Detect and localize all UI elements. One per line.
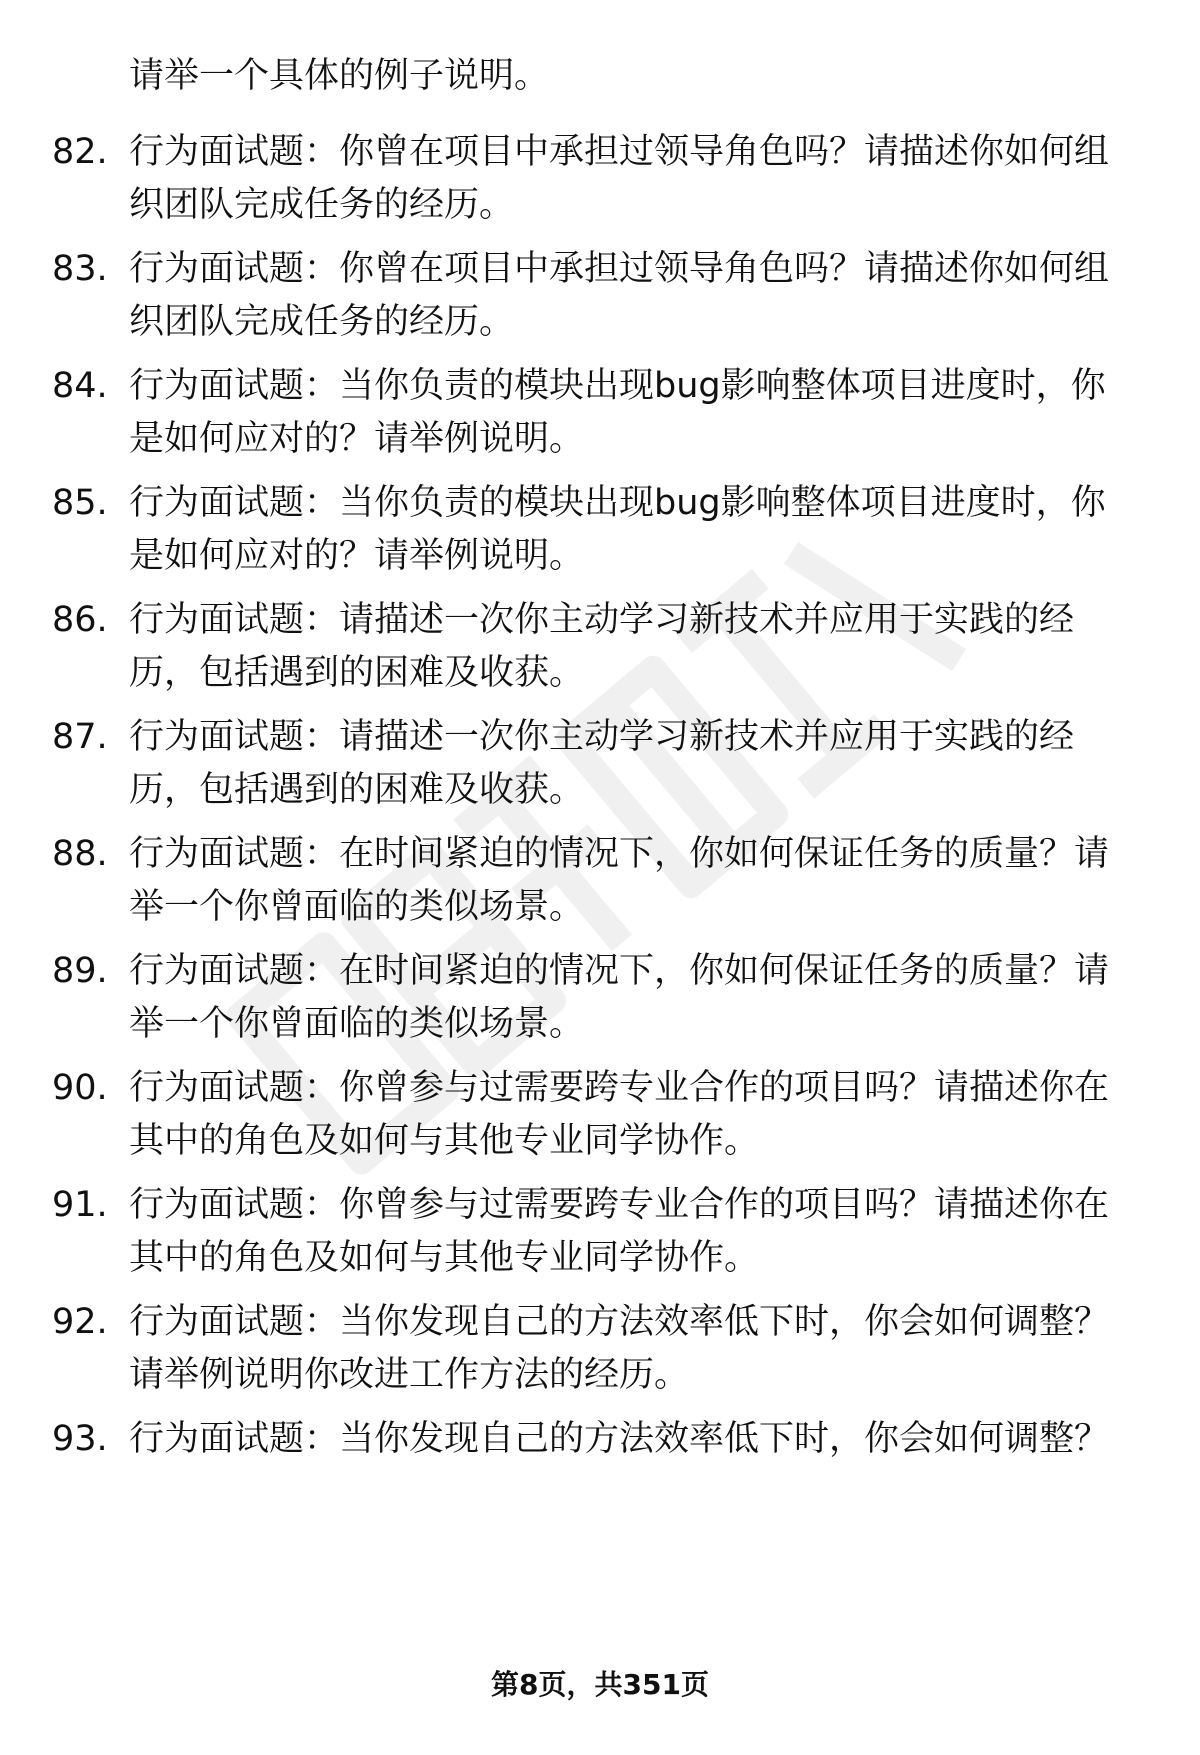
question-number: 86. (52, 600, 108, 640)
question-text-line2: 其中的角色及如何与其他专业同学协作。 (129, 1121, 760, 1161)
question-text-line2: 举一个你曾面临的类似场景。 (129, 1004, 585, 1044)
question-text-line2: 是如何应对的？请举例说明。 (129, 536, 585, 576)
question-text-line1: 行为面试题：当你负责的模块出现bug影响整体项目进度时，你 (129, 366, 1106, 406)
question-number: 84. (52, 366, 108, 406)
question-text-line2: 其中的角色及如何与其他专业同学协作。 (129, 1238, 760, 1278)
page-footer: 第8页，共351页 (491, 1668, 709, 1701)
question-text-line1: 行为面试题：在时间紧迫的情况下，你如何保证任务的质量？请 (129, 834, 1110, 874)
question-text-line1: 行为面试题：当你发现自己的方法效率低下时，你会如何调整？ (129, 1419, 1110, 1459)
question-number: 82. (52, 132, 108, 172)
question-text-line2: 是如何应对的？请举例说明。 (129, 419, 585, 459)
question-text-line1: 行为面试题：在时间紧迫的情况下，你如何保证任务的质量？请 (129, 951, 1110, 991)
question-text-line1: 行为面试题：你曾在项目中承担过领导角色吗？请描述你如何组 (129, 249, 1110, 289)
question-number: 90. (52, 1068, 108, 1108)
question-text-line1: 行为面试题：请描述一次你主动学习新技术并应用于实践的经 (129, 600, 1075, 640)
question-number: 92. (52, 1302, 108, 1342)
intro-text: 请举一个具体的例子说明。 (129, 56, 550, 96)
question-text-line2: 举一个你曾面临的类似场景。 (129, 887, 585, 927)
question-text-line2: 织团队完成任务的经历。 (129, 302, 515, 342)
question-text-line1: 行为面试题：请描述一次你主动学习新技术并应用于实践的经 (129, 717, 1075, 757)
question-text-line2: 请举例说明你改进工作方法的经历。 (129, 1355, 690, 1395)
question-number: 83. (52, 249, 108, 289)
question-text-line1: 行为面试题：你曾参与过需要跨专业合作的项目吗？请描述你在 (129, 1068, 1110, 1108)
question-number: 93. (52, 1419, 108, 1459)
question-text-line1: 行为面试题：当你负责的模块出现bug影响整体项目进度时，你 (129, 483, 1106, 523)
question-number: 87. (52, 717, 108, 757)
question-number: 88. (52, 834, 108, 874)
question-text-line2: 历，包括遇到的困难及收获。 (129, 653, 585, 693)
question-text-line1: 行为面试题：你曾在项目中承担过领导角色吗？请描述你如何组 (129, 132, 1110, 172)
question-text-line1: 行为面试题：你曾参与过需要跨专业合作的项目吗？请描述你在 (129, 1185, 1110, 1225)
question-text-line2: 历，包括遇到的困难及收获。 (129, 770, 585, 810)
question-number: 91. (52, 1185, 108, 1225)
question-text-line2: 织团队完成任务的经历。 (129, 185, 515, 225)
question-number: 85. (52, 483, 108, 523)
question-text-line1: 行为面试题：当你发现自己的方法效率低下时，你会如何调整？ (129, 1302, 1110, 1342)
question-number: 89. (52, 951, 108, 991)
